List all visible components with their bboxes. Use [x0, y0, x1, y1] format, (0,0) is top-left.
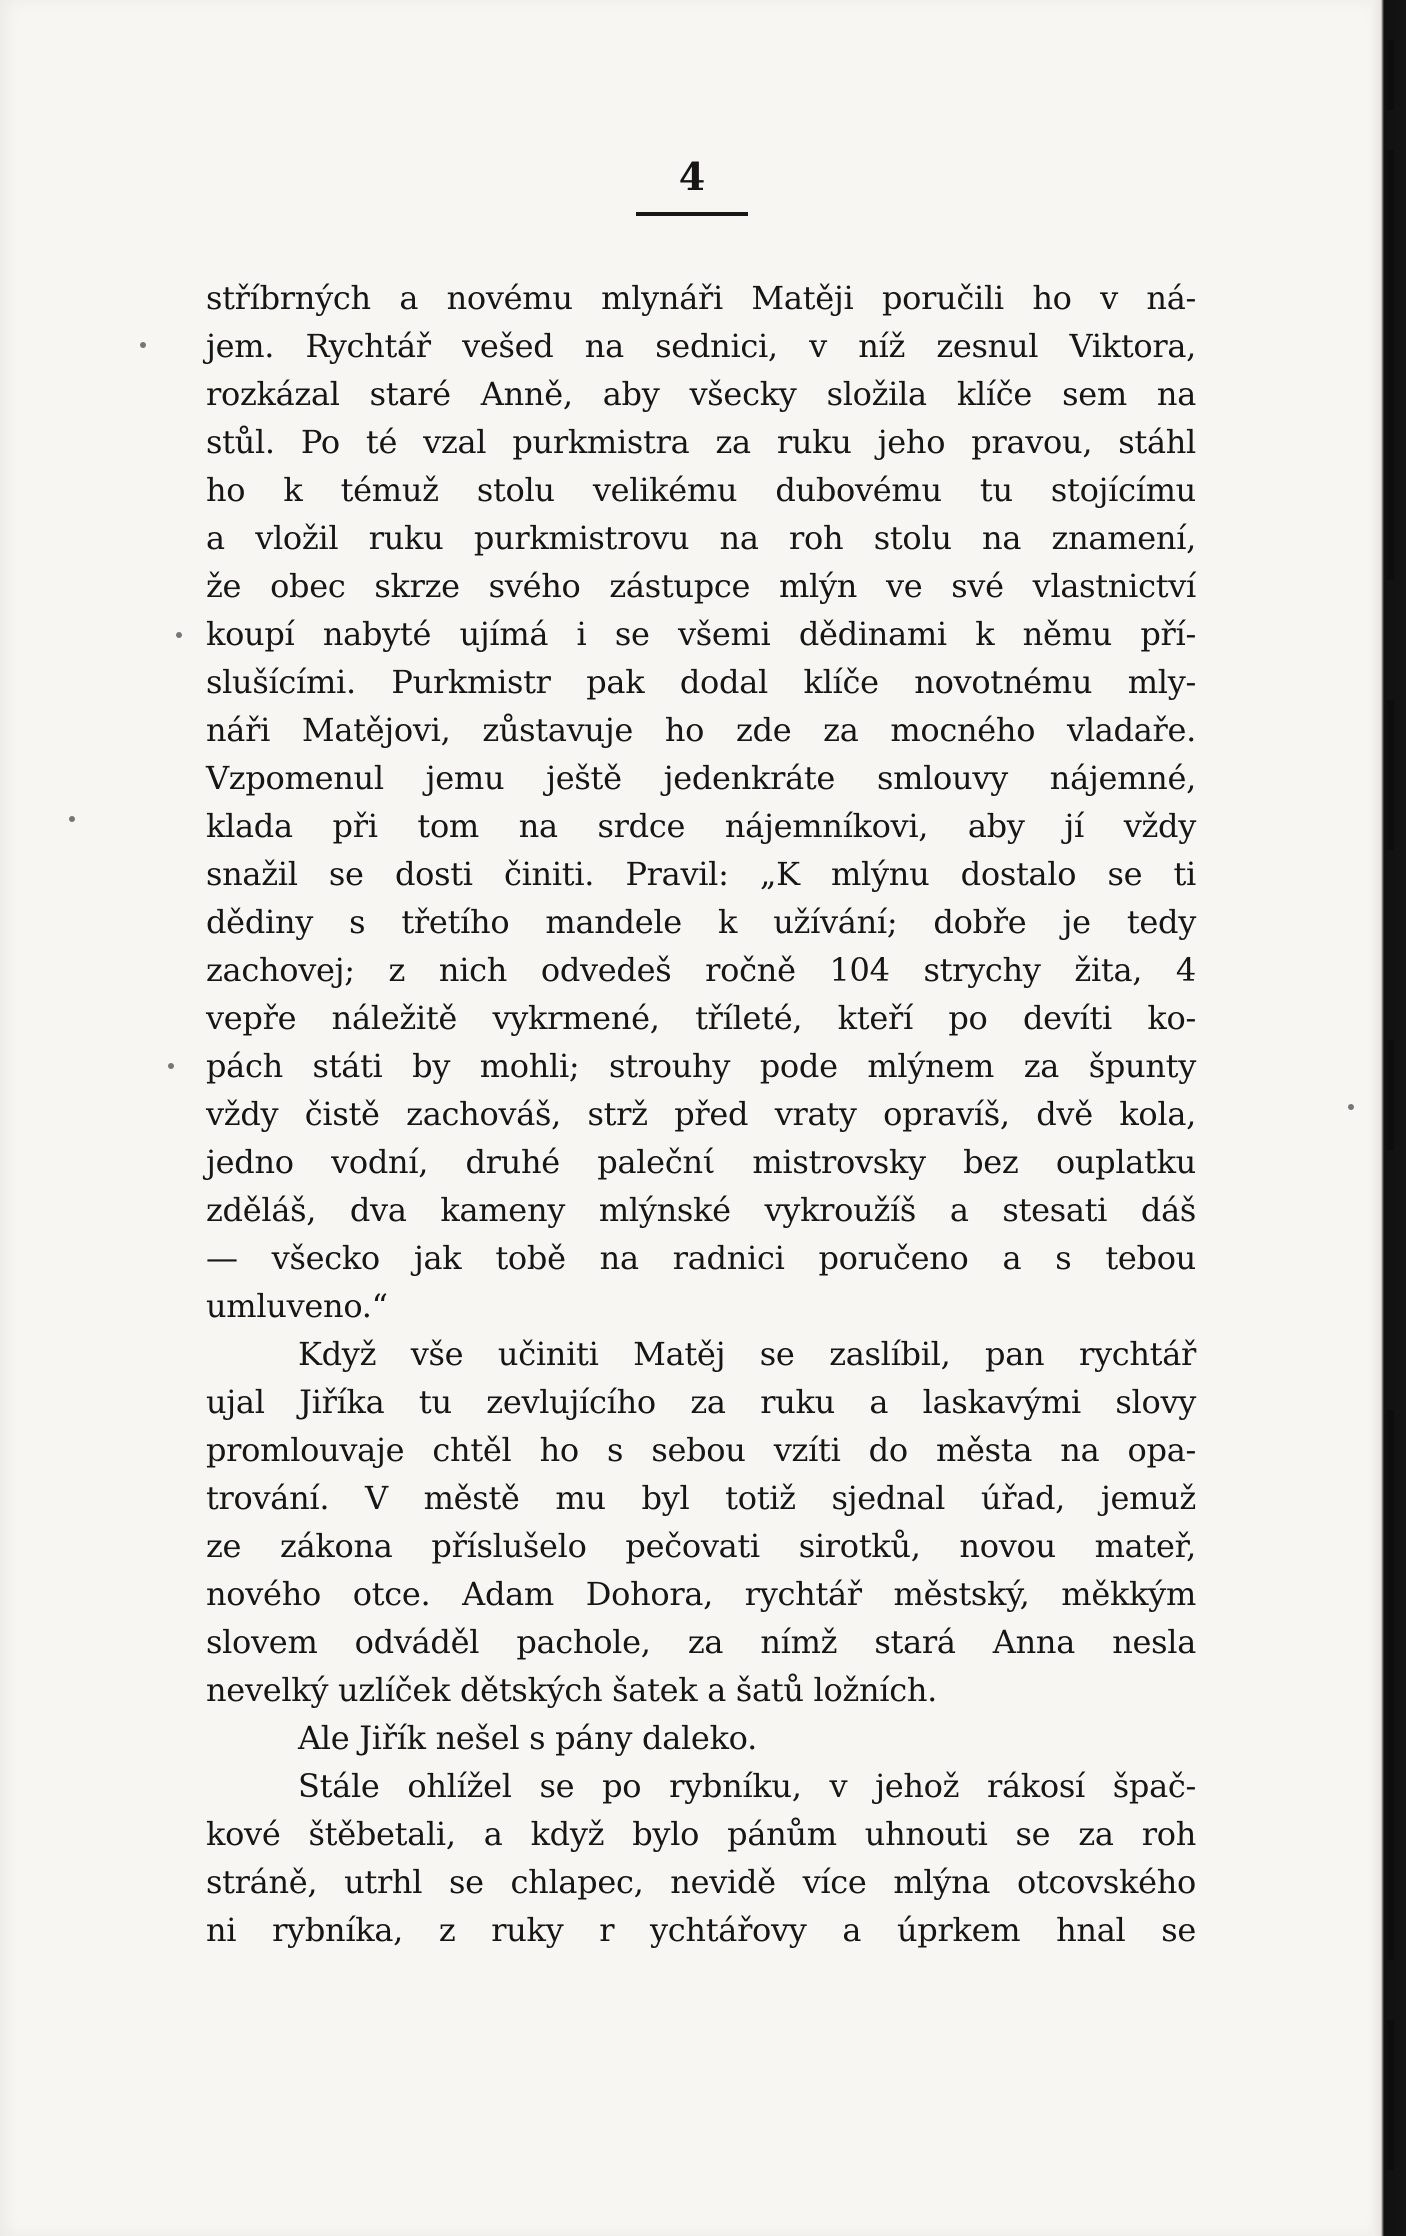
paper-speck [69, 816, 75, 822]
text-line: stříbrných a novému mlynáři Matěji poručili ho v ná- [206, 279, 1196, 317]
page-edge-shadow [1372, 0, 1406, 2236]
text-line: dědiny s třetího mandele k užívání; dobře je tedy [206, 903, 1196, 941]
text-line: zděláš, dva kameny mlýnské vykroužíš a stesati dáš [206, 1191, 1196, 1229]
text-line: Vzpomenul jemu ještě jedenkráte smlouvy nájemné, [206, 759, 1196, 797]
text-line: — všecko jak tobě na radnici poručeno a s tebou [206, 1239, 1196, 1277]
text-line: slovem odváděl pachole, za nímž stará Anna nesla [206, 1623, 1196, 1661]
text-line: že obec skrze svého zástupce mlýn ve své vlastnictví [206, 567, 1196, 605]
paragraph-3 [206, 1714, 1196, 1762]
text-line: a vložil ruku purkmistrovu na roh stolu na znamení, [206, 519, 1196, 557]
text-line: klada při tom na srdce nájemníkovi, aby jí vždy [206, 807, 1196, 845]
text-line: ze zákona příslušelo pečovati sirotků, novou mateř, [206, 1527, 1196, 1565]
text-line: snažil se dosti činiti. Pravil: „K mlýnu dostalo se ti [206, 855, 1196, 893]
text-line: Když vše učiniti Matěj se zaslíbil, pan rychtář [298, 1335, 1196, 1373]
text-line: kové štěbetali, a když bylo pánům uhnouti se za roh [206, 1815, 1196, 1853]
paper-speck [1348, 1104, 1354, 1110]
text-line: vždy čistě zachováš, strž před vraty opravíš, dvě kola, [206, 1095, 1196, 1133]
text-line: slušícími. Purkmistr pak dodal klíče novotnému mly- [206, 663, 1196, 701]
text-line: stůl. Po té vzal purkmistra za ruku jeho pravou, stáhl [206, 423, 1196, 461]
paragraph-2 [206, 1330, 1196, 1714]
text-line: vepře náležitě vykrmené, tříleté, kteří po devíti ko- [206, 999, 1196, 1037]
text-line: stráně, utrhl se chlapec, nevidě více mlýna otcovského [206, 1863, 1196, 1901]
text-line: nového otce. Adam Dohora, rychtář městský, měkkým [206, 1575, 1196, 1613]
edge-mark [1387, 700, 1394, 850]
text-line: zachovej; z nich odvedeš ročně 104 strychy žita, 4 [206, 951, 1196, 989]
text-line: Stále ohlížel se po rybníku, v jehož rákosí špač- [298, 1767, 1196, 1805]
text-line: Ale Jiřík nešel s pány daleko. [298, 1719, 757, 1757]
text-line: promlouvaje chtěl ho s sebou vzíti do města na opa- [206, 1431, 1196, 1469]
paper-speck [168, 1063, 174, 1069]
text-line: rozkázal staré Anně, aby všecky složila klíče sem na [206, 375, 1196, 413]
text-line: nevelký uzlíček dětských šatek a šatů ložních. [206, 1671, 938, 1709]
text-line: jem. Rychtář vešed na sednici, v níž zesnul Viktora, [206, 327, 1196, 365]
edge-mark [1387, 40, 1394, 110]
edge-mark [1387, 1040, 1394, 1150]
page-number-rule [636, 212, 748, 216]
page-number: 4 [678, 154, 706, 199]
paragraph-1 [206, 274, 1196, 1330]
text-line: náři Matějovi, zůstavuje ho zde za mocného vladaře. [206, 711, 1196, 749]
text-line: umluveno.“ [206, 1287, 388, 1325]
paper-speck [140, 342, 146, 348]
text-line: ujal Jiříka tu zevlujícího za ruku a laskavými slovy [206, 1383, 1196, 1421]
edge-mark [1387, 2020, 1394, 2170]
text-line: ho k témuž stolu velikému dubovému tu stojícímu [206, 471, 1196, 509]
paragraph-4 [206, 1762, 1196, 1954]
text-line: pách státi by mohli; strouhy pode mlýnem za špunty [206, 1047, 1196, 1085]
text-line: trování. V městě mu byl totiž sjednal úřad, jemuž [206, 1479, 1196, 1517]
text-line: koupí nabyté ujímá i se všemi dědinami k němu pří- [206, 615, 1196, 653]
edge-mark [1387, 1410, 1394, 1960]
text-line: ni rybníka, z ruky r ychtářovy a úprkem hnal se [206, 1911, 1196, 1949]
paper-speck [176, 632, 182, 638]
text-line: jedno vodní, druhé palečnί mistrovsky bez ouplatku [206, 1143, 1196, 1181]
body-text [206, 274, 1196, 1954]
edge-mark [1387, 150, 1394, 580]
